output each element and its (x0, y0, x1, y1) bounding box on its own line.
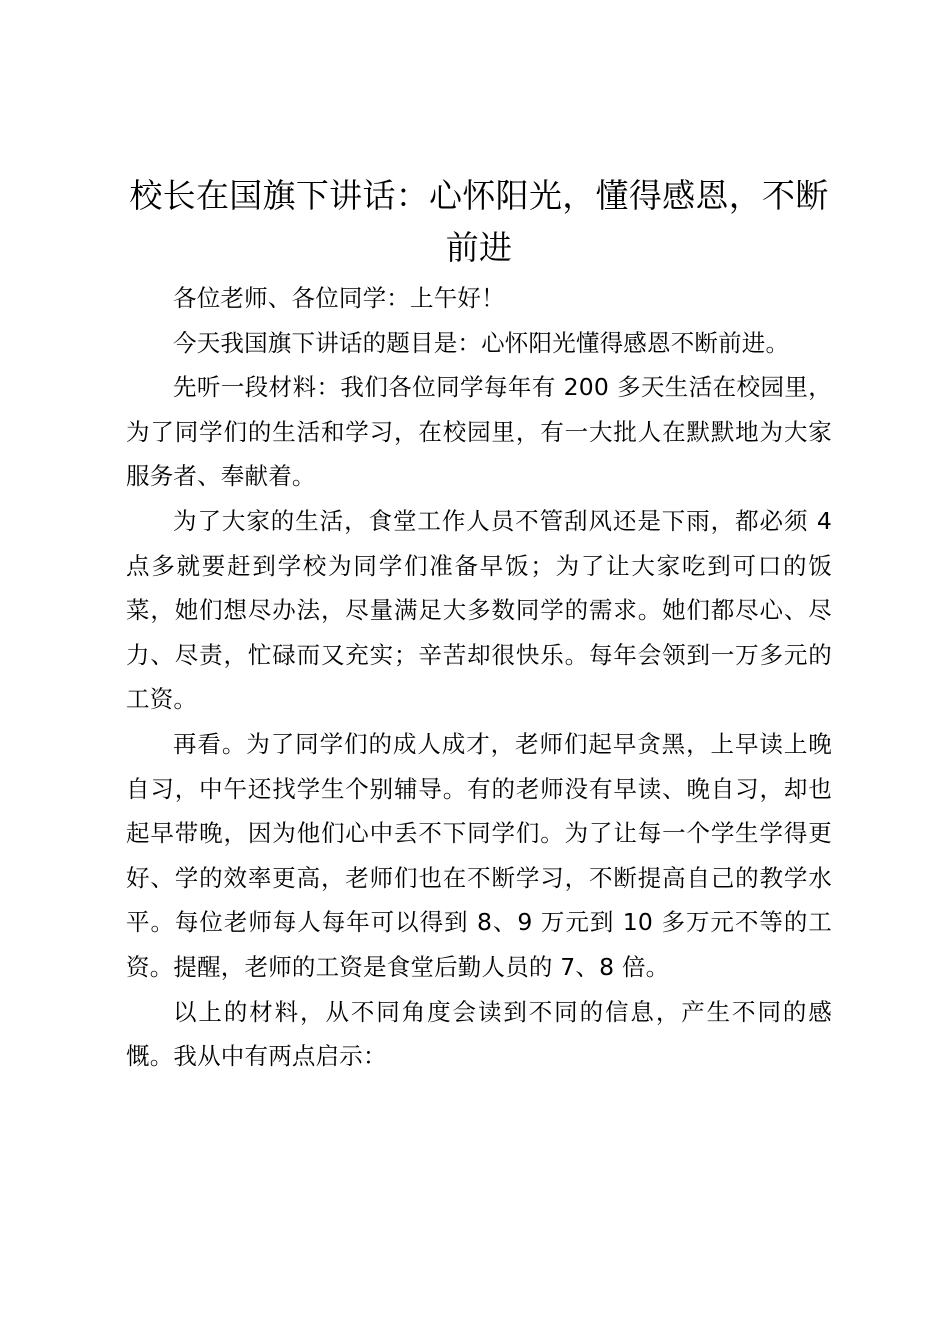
paragraph-canteen: 为了大家的生活，食堂工作人员不管刮风还是下雨，都必须 4 点多就要赶到学校为同学们准备早饭；为了让大家吃到可口的饭菜，她们想尽办法，尽量满足大多数同学的需求。她们都尽心、尽力、尽责，忙碌而又充实；辛苦却很快乐。每年会领到一万多元的工资。 (126, 506, 832, 714)
paragraph-topic: 今天我国旗下讲话的题目是：心怀阳光懂得感恩不断前进。 (173, 328, 790, 357)
paragraph-inspiration: 以上的材料，从不同角度会读到不同的信息，产生不同的感慨。我从中有两点启示： (126, 997, 832, 1071)
paragraph-teachers: 再看。为了同学们的成人成才，老师们起早贪黑，上早读上晚自习，中午还找学生个别辅导。有的老师没有早读、晚自习，却也起早带晚，因为他们心中丢不下同学们。为了让每一个学生学得更好、学的效率更高，老师们也在不断学习，不断提高自己的教学水平。每位老师每人每年可以得到 8、9 万元到 10 多万元不等的工资。提醒，老师的工资是食堂后勤人员的 7、8 倍。 (126, 729, 832, 981)
document-body (126, 276, 832, 1079)
document-title: 校长在国旗下讲话：心怀阳光，懂得感恩，不断前进 (129, 176, 829, 267)
paragraph-material: 先听一段材料：我们各位同学每年有 200 多天生活在校园里，为了同学们的生活和学习，在校园里，有一大批人在默默地为大家服务者、奉献着。 (126, 373, 832, 491)
paragraph-greeting: 各位老师、各位同学：上午好！ (173, 284, 505, 312)
